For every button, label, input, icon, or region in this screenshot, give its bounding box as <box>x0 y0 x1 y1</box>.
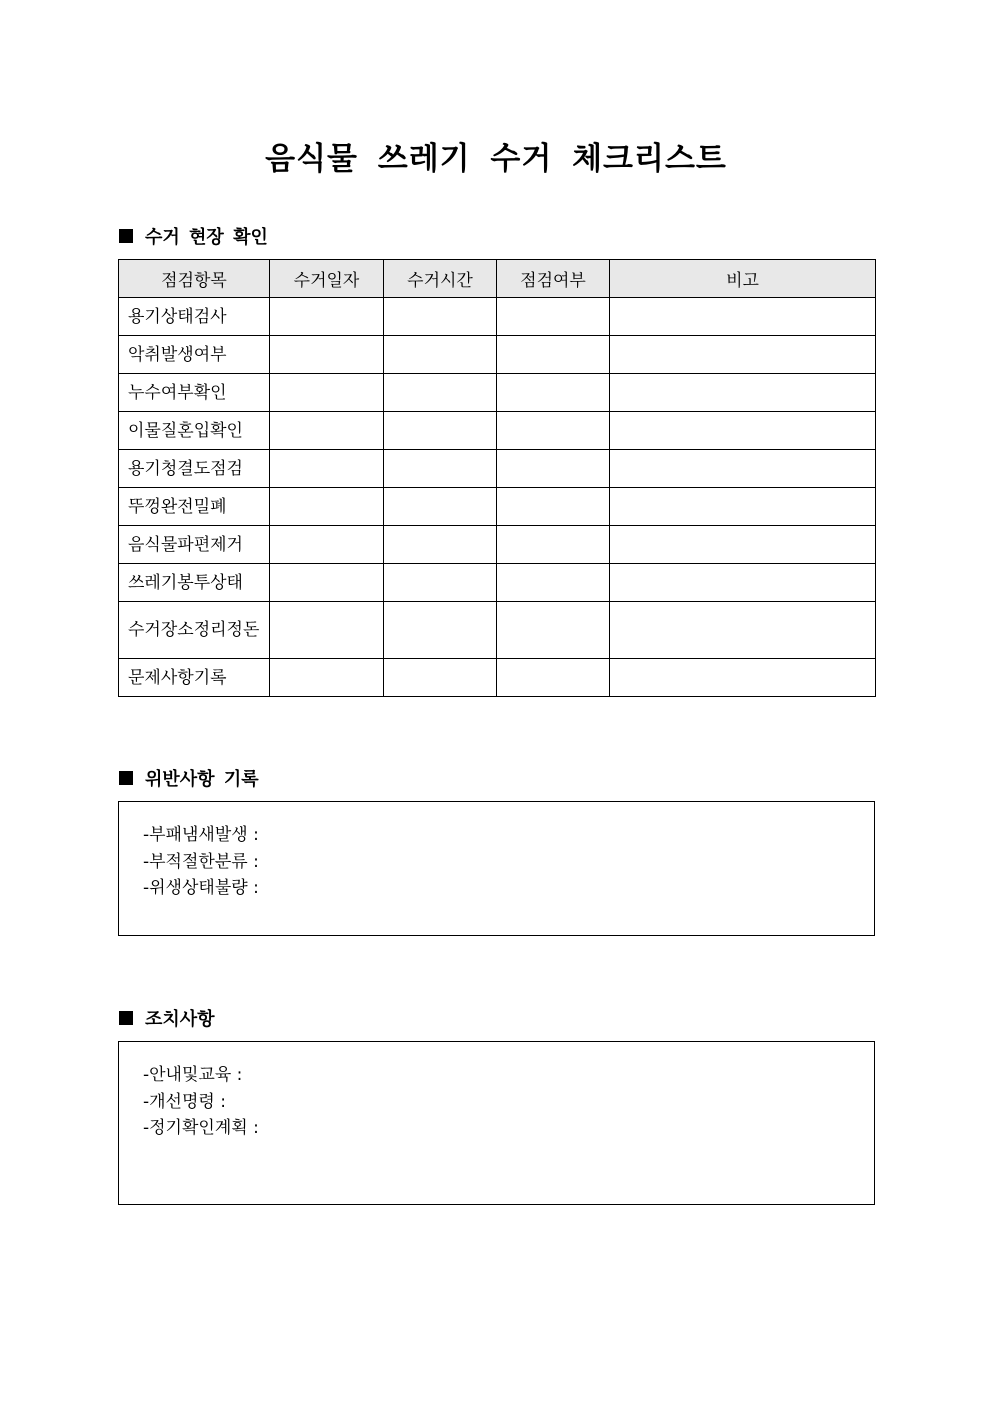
header-collection-date: 수거일자 <box>270 260 384 298</box>
collection-time-cell[interactable] <box>384 526 497 564</box>
black-square-icon <box>119 229 133 243</box>
row-item-label: 뚜껑완전밀폐 <box>119 488 270 526</box>
table-row <box>119 488 876 526</box>
header-inspection-item: 점검항목 <box>119 260 270 298</box>
collection-date-cell[interactable] <box>270 298 384 336</box>
actions-heading-text: 조치사항 <box>145 1009 215 1030</box>
collection-time-cell[interactable] <box>384 602 497 659</box>
checked-cell[interactable] <box>497 602 610 659</box>
row-item-label: 누수여부확인 <box>119 374 270 412</box>
collection-date-cell[interactable] <box>270 374 384 412</box>
remarks-cell[interactable] <box>610 450 876 488</box>
list-item: -안내및교육 : <box>143 1065 243 1085</box>
inspection-table <box>118 259 876 697</box>
checked-cell[interactable] <box>497 526 610 564</box>
collection-time-cell[interactable] <box>384 659 497 697</box>
collection-time-cell[interactable] <box>384 450 497 488</box>
row-item-label: 쓰레기봉투상태 <box>119 564 270 602</box>
table-row <box>119 450 876 488</box>
remarks-cell[interactable] <box>610 564 876 602</box>
table-row <box>119 412 876 450</box>
page-title: 음식물 쓰레기 수거 체크리스트 <box>265 141 727 177</box>
row-item-label: 문제사항기록 <box>119 659 270 697</box>
header-remarks: 비고 <box>610 260 876 298</box>
table-row <box>119 374 876 412</box>
row-item-label: 음식물파편제거 <box>119 526 270 564</box>
actions-list <box>119 1042 874 1142</box>
checked-cell[interactable] <box>497 659 610 697</box>
row-item-label: 용기상태검사 <box>119 298 270 336</box>
row-item-label: 이물질혼입확인 <box>119 412 270 450</box>
list-item: -정기확인계획 : <box>143 1118 259 1138</box>
remarks-cell[interactable] <box>610 602 876 659</box>
table-row <box>119 526 876 564</box>
collection-time-cell[interactable] <box>384 298 497 336</box>
actions-heading <box>119 1005 215 1031</box>
header-checked: 점검여부 <box>497 260 610 298</box>
collection-date-cell[interactable] <box>270 488 384 526</box>
remarks-cell[interactable] <box>610 336 876 374</box>
black-square-icon <box>119 1011 133 1025</box>
list-item: -부패냄새발생 : <box>143 825 259 845</box>
header-collection-time: 수거시간 <box>384 260 497 298</box>
remarks-cell[interactable] <box>610 374 876 412</box>
site-check-heading <box>119 223 268 249</box>
actions-box[interactable] <box>118 1041 875 1205</box>
remarks-cell[interactable] <box>610 298 876 336</box>
collection-date-cell[interactable] <box>270 602 384 659</box>
list-item: -부적절한분류 : <box>143 851 259 872</box>
remarks-cell[interactable] <box>610 412 876 450</box>
collection-time-cell[interactable] <box>384 412 497 450</box>
checked-cell[interactable] <box>497 450 610 488</box>
table-row <box>119 602 876 659</box>
collection-time-cell[interactable] <box>384 564 497 602</box>
list-item: -위생상태불량 : <box>143 878 259 898</box>
violations-list <box>119 802 874 902</box>
checked-cell[interactable] <box>497 412 610 450</box>
table-row <box>119 659 876 697</box>
table-row <box>119 298 876 336</box>
table-row <box>119 564 876 602</box>
collection-date-cell[interactable] <box>270 564 384 602</box>
collection-date-cell[interactable] <box>270 659 384 697</box>
checked-cell[interactable] <box>497 488 610 526</box>
collection-date-cell[interactable] <box>270 412 384 450</box>
collection-time-cell[interactable] <box>384 336 497 374</box>
collection-date-cell[interactable] <box>270 336 384 374</box>
collection-date-cell[interactable] <box>270 450 384 488</box>
checked-cell[interactable] <box>497 374 610 412</box>
collection-date-cell[interactable] <box>270 526 384 564</box>
remarks-cell[interactable] <box>610 526 876 564</box>
table-header-row <box>119 260 876 298</box>
row-item-label: 용기청결도점검 <box>119 450 270 488</box>
checked-cell[interactable] <box>497 336 610 374</box>
violations-heading-text: 위반사항 기록 <box>145 769 259 790</box>
violations-box[interactable] <box>118 801 875 936</box>
remarks-cell[interactable] <box>610 488 876 526</box>
site-check-heading-text: 수거 현장 확인 <box>145 227 268 248</box>
table-row <box>119 336 876 374</box>
remarks-cell[interactable] <box>610 659 876 697</box>
row-item-label: 악취발생여부 <box>119 336 270 374</box>
black-square-icon <box>119 771 133 785</box>
collection-time-cell[interactable] <box>384 488 497 526</box>
row-item-label: 수거장소정리정돈 <box>119 602 270 659</box>
collection-time-cell[interactable] <box>384 374 497 412</box>
checked-cell[interactable] <box>497 564 610 602</box>
violations-heading <box>119 765 259 791</box>
checked-cell[interactable] <box>497 298 610 336</box>
list-item: -개선명령 : <box>143 1091 226 1112</box>
